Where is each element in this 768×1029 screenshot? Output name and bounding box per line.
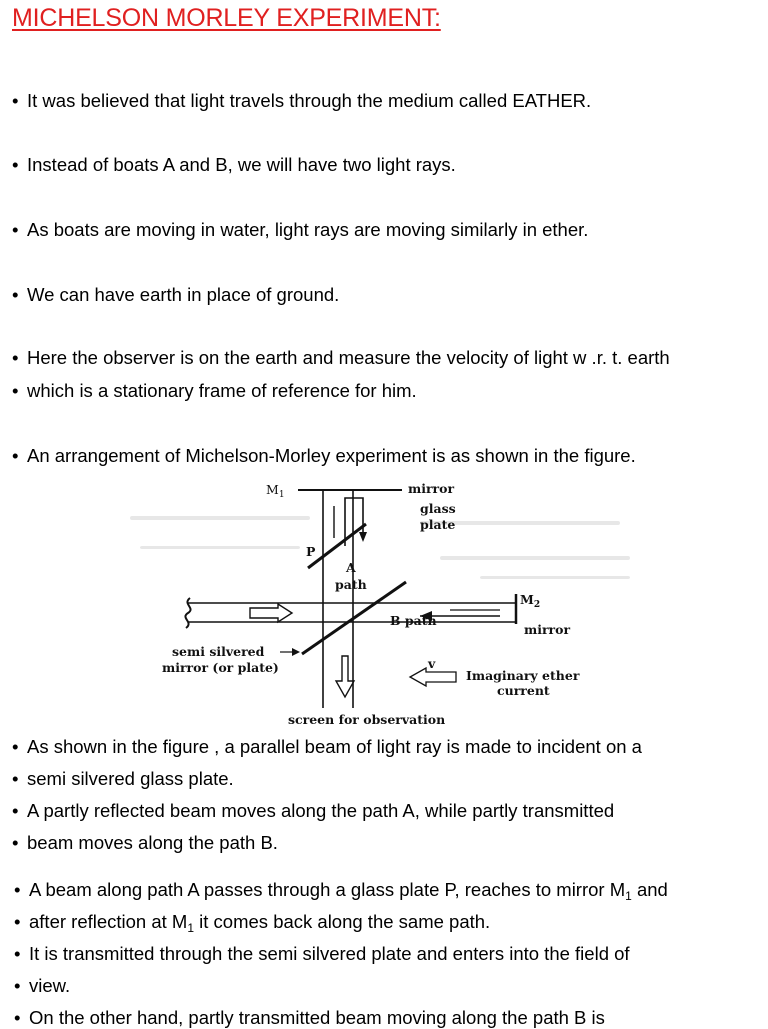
current-label: current xyxy=(497,683,550,698)
bullet-text: We can have earth in place of ground. xyxy=(27,284,340,305)
bullet-marker: • xyxy=(12,736,19,757)
bullet-text: view. xyxy=(29,975,71,996)
bullet2-line-2 xyxy=(12,768,234,790)
mirror-or-plate-label: mirror (or plate) xyxy=(162,660,279,675)
subscript: 1 xyxy=(625,889,632,903)
bullet3-line-3 xyxy=(14,943,630,965)
bullet-line-7 xyxy=(12,445,636,467)
bullet2-line-4 xyxy=(12,832,278,854)
bullet3-line-4 xyxy=(14,975,70,997)
glass-plate-p xyxy=(308,524,366,568)
bullet-marker: • xyxy=(12,832,19,853)
bullet-text: semi silvered glass plate. xyxy=(27,768,234,789)
bullet-marker: • xyxy=(12,90,19,111)
semi-silvered-label: semi silvered xyxy=(172,644,265,659)
bullet-marker: • xyxy=(12,800,19,821)
michelson-morley-diagram xyxy=(120,476,650,731)
screen-beam-arrow xyxy=(336,656,354,697)
pointer-arrowhead xyxy=(292,648,300,656)
bullet-text: It is transmitted through the semi silvered plate and enters into the field of xyxy=(29,943,630,964)
bullet2-line-3 xyxy=(12,800,614,822)
down-arrowhead xyxy=(359,532,367,542)
b-path-label: B path xyxy=(390,613,437,628)
v-label: v xyxy=(428,656,436,671)
bullet-line-3 xyxy=(12,219,588,241)
bullet-marker: • xyxy=(12,445,19,466)
bullet-text: and xyxy=(631,879,668,900)
scan-noise xyxy=(130,516,630,579)
bullet-line-2 xyxy=(12,154,456,176)
m1-label: $M_1$ xyxy=(266,482,285,500)
bullet-marker: • xyxy=(12,347,19,368)
bullet-text: A partly reflected beam moves along the path A, while partly transmitted xyxy=(27,800,615,821)
imaginary-label: Imaginary ether xyxy=(466,668,580,683)
bullet-text: beam moves along the path B. xyxy=(27,832,278,853)
bullet-text: It was believed that light travels through the medium called EATHER. xyxy=(27,90,592,111)
plate-label: plate xyxy=(420,517,456,532)
bullet-line-5 xyxy=(12,347,670,369)
mirror-right-label: mirror xyxy=(524,622,571,637)
bullet3-line-2 xyxy=(14,911,490,933)
bullet-text: As boats are moving in water, light rays are moving similarly in ether. xyxy=(27,219,589,240)
bullet-text: A beam along path A passes through a glass plate P, reaches to mirror M xyxy=(29,879,626,900)
bullet-text: after reflection at M xyxy=(29,911,188,932)
bullet2-line-1 xyxy=(12,736,642,758)
incident-beam-arrow xyxy=(250,604,292,622)
page-title: MICHELSON MORLEY EXPERIMENT: xyxy=(12,4,441,32)
glass-label: glass xyxy=(420,501,456,516)
bullet-marker: • xyxy=(14,1007,21,1028)
p-label: P xyxy=(306,544,316,559)
bullet-marker: • xyxy=(12,154,19,175)
bullet-text: Instead of boats A and B, we will have two light rays. xyxy=(27,154,456,175)
bullet-marker: • xyxy=(12,768,19,789)
bullet-text: which is a stationary frame of reference for him. xyxy=(27,380,417,401)
bullet-line-1 xyxy=(12,90,591,112)
bullet-text: An arrangement of Michelson-Morley experiment is as shown in the figure. xyxy=(27,445,636,466)
screen-label: screen for observation xyxy=(288,712,446,727)
bullet-line-6 xyxy=(12,380,417,402)
bullet-marker: • xyxy=(14,975,21,996)
bullet-text: On the other hand, partly transmitted beam moving along the path B is xyxy=(29,1007,605,1028)
path-label: path xyxy=(335,577,367,592)
bullet-text: Here the observer is on the earth and measure the velocity of light w .r. t. earth xyxy=(27,347,670,368)
bullet3-line-1 xyxy=(14,879,668,901)
bullet-marker: • xyxy=(14,879,21,900)
bullet3-line-5 xyxy=(14,1007,605,1029)
bullet-marker: • xyxy=(14,911,21,932)
bullet-marker: • xyxy=(12,284,19,305)
bullet-text: As shown in the figure , a parallel beam of light ray is made to incident on a xyxy=(27,736,642,757)
bullet-marker: • xyxy=(12,380,19,401)
bullet-marker: • xyxy=(14,943,21,964)
m2-label: $M_2$ xyxy=(520,592,541,610)
a-label: A xyxy=(346,560,356,575)
bullet-marker: • xyxy=(12,219,19,240)
mirror-top-label: mirror xyxy=(408,481,455,496)
bullet-line-4 xyxy=(12,284,339,306)
bullet-text: it comes back along the same path. xyxy=(194,911,491,932)
subscript: 1 xyxy=(187,921,195,935)
